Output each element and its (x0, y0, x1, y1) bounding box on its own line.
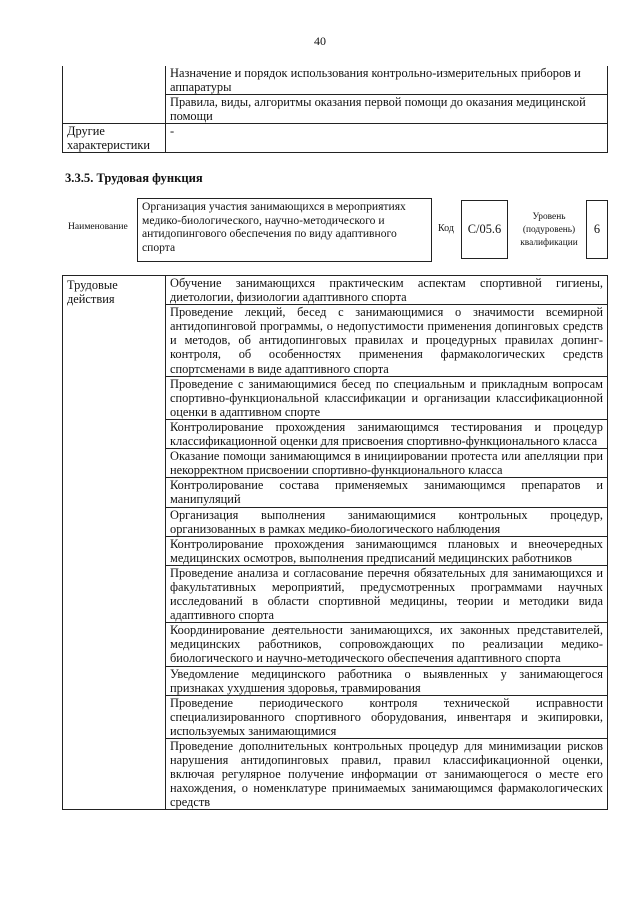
labor-action-item: Уведомление медицинского работника о выявленных у занимающегося признаках ухудшения здоровья, травмирования (166, 666, 608, 695)
table-row (63, 66, 608, 95)
other-characteristics-label: Другие характеристики (63, 124, 166, 153)
labor-action-item: Проведение лекций, бесед с занимающимися о значимости всемирной антидопинговой программы, о недопустимости применения допинговых средств и методов, об антидопинговых правилах и процедурных правилах допинг-контроля, об особенностях применения фармакологических средств спортсменами в виде адаптивного спорта (166, 305, 608, 376)
table-row (63, 124, 608, 153)
qualification-level-box: 6 (586, 200, 608, 259)
knowledge-item: Назначение и порядок использования контрольно-измерительных приборов и аппаратуры (166, 66, 608, 95)
other-characteristics-value: - (166, 124, 608, 153)
knowledge-continuation-table (62, 66, 608, 153)
level-label: Уровень (подуровень) квалификации (520, 212, 578, 248)
labor-action-item: Организация выполнения занимающимися контрольных процедур, организованных в рамках медико-биологического наблюдения (166, 507, 608, 536)
table-row (63, 276, 608, 305)
labor-action-item: Координирование деятельности занимающихся, их законных представителей, медицинских работников, сопровождающих по реализации медико-биологического и научно-методического обеспечения адаптивного спорта (166, 623, 608, 666)
labor-action-item: Проведение с занимающимися бесед по специальным и прикладным вопросам спортивно-функциональной классификации и организации классификационной оценки в адаптивном спорте (166, 376, 608, 419)
labor-action-item: Проведение дополнительных контрольных процедур для минимизации рисков нарушения антидопинговых правил, правил классификационной оценки, включая регулярное получение информации от занимающегося о месте его нахождения, о номенклатуре принимаемых занимающимся фармакологических средств (166, 739, 608, 810)
labor-actions-table (62, 275, 608, 810)
code-label: Код (438, 223, 454, 234)
labor-actions-label: Трудовые действия (63, 276, 166, 810)
labor-action-item: Оказание помощи занимающимся в инициировании протеста или апелляции при некорректном присвоении спортивно-функционального класса (166, 449, 608, 478)
function-code-box: C/05.6 (461, 200, 508, 259)
function-name-box: Организация участия занимающихся в мероприятиях медико-биологического, научно-методического и антидопингового обеспечения по виду адаптивного спорта (137, 198, 432, 262)
name-label: Наименование (68, 221, 128, 232)
section-title: 3.3.5. Трудовая функция (65, 171, 203, 185)
labor-action-item: Обучение занимающихся практическим аспектам спортивной гигиены, диетологии, физиологии адаптивного спорта (166, 276, 608, 305)
empty-label-cell (63, 66, 166, 124)
knowledge-item: Правила, виды, алгоритмы оказания первой помощи до оказания медицинской помощи (166, 95, 608, 124)
labor-action-item: Проведение периодического контроля технической исправности специализированного спортивного оборудования, инвентаря и экипировки, используемых занимающимися (166, 695, 608, 738)
labor-action-item: Контролирование прохождения занимающимся тестирования и процедур классификационной оценки для присвоения спортивно-функционального класса (166, 419, 608, 448)
page-number: 40 (314, 34, 326, 48)
labor-action-item: Проведение анализа и согласование перечня обязательных для занимающихся и факультативных мероприятий, предусмотренных программами научных исследований в области спортивной медицины, теории и методики вида адаптивного спорта (166, 565, 608, 622)
labor-action-item: Контролирование состава применяемых занимающимся препаратов и манипуляций (166, 478, 608, 507)
labor-action-item: Контролирование прохождения занимающимся плановых и внеочередных медицинских осмотров, выполнения предписаний медицинских работников (166, 536, 608, 565)
